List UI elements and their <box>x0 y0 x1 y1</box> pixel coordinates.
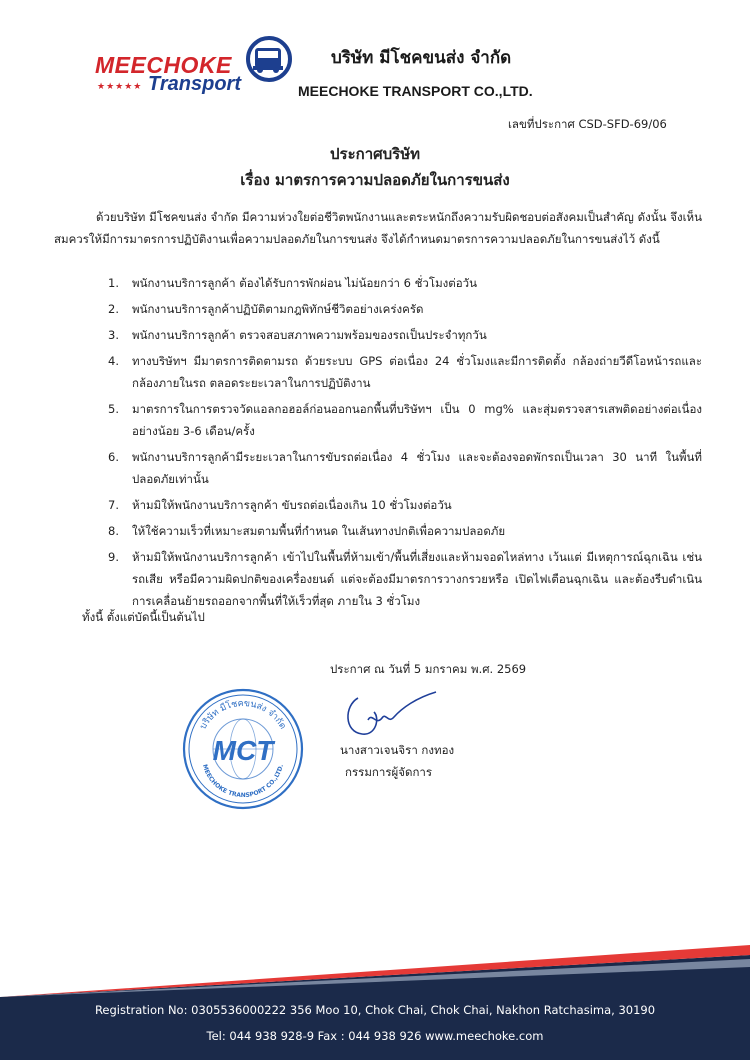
item-number: 4. <box>108 354 119 368</box>
list-item <box>108 446 702 490</box>
item-text: พนักงานบริการลูกค้าปฏิบัติตามกฎพิทักษ์ชีวิตอย่างเคร่งครัด <box>132 302 424 316</box>
item-number: 8. <box>108 524 119 538</box>
logo-subtitle: Transport <box>148 73 241 95</box>
intro-paragraph: ด้วยบริษัท มีโชคขนส่ง จำกัด มีความห่วงใยต่อชีวิตพนักงานและตระหนักถึงความรับผิดชอบต่อสังคมเป็นสำคัญ ดังนั้น จึงเห็นสมควรให้มีการมาตรการปฏิบัติงานเพื่อความปลอดภัยในการขนส่ง จึงได้กำหนดมาตรการความปลอดภัยในการขนส่งไว้ ดังนี้ <box>54 210 702 246</box>
company-name-english: MEECHOKE TRANSPORT CO.,LTD. <box>298 83 533 99</box>
document-number: เลขที่ประกาศ CSD-SFD-69/06 <box>508 117 667 131</box>
item-number: 1. <box>108 276 119 290</box>
signer-name: นางสาวเจนจิรา กงทอง <box>340 743 455 757</box>
truck-logo-icon <box>243 36 295 82</box>
item-text: พนักงานบริการลูกค้า ต้องได้รับการพักผ่อน ไม่น้อยกว่า 6 ชั่วโมงต่อวัน <box>132 276 477 290</box>
list-item <box>108 494 702 516</box>
footer-registration: Registration No: 0305536000222 356 Moo 10, Chok Chai, Chok Chai, Nakhon Ratchasima, 30190 <box>94 1003 656 1017</box>
item-text: ห้ามมิให้พนักงานบริการลูกค้า เข้าไปในพื้นที่ห้ามเข้า/พื้นที่เสี่ยงและห้ามจอดไหล่ทาง เว้นแต่ มีเหตุการณ์ฉุกเฉิน เช่น รถเสีย หรือมีความผิดปกติของเครื่องยนต์ แต่จะต้องมีมาตรการวางกรวยหรือ เปิดไฟเตือนฉุกเฉิน และต้องรีบดำเนินการเคลื่อนย้ายรถออกจากพื้นที่ให้เร็วที่สุด ภายใน 3 ชั่วโมง <box>132 550 702 608</box>
list-item <box>108 272 702 294</box>
list-item <box>108 324 702 346</box>
signer-title: กรรมการผู้จัดการ <box>345 765 433 779</box>
stamp-top-text: บริษัท มีโชคขนส่ง จำกัด <box>198 698 288 732</box>
item-number: 9. <box>108 550 119 564</box>
closing-statement: ทั้งนี้ ตั้งแต่บัดนี้เป็นต้นไป <box>82 610 205 624</box>
item-text: มาตรการในการตรวจวัดแอลกอฮอล์ก่อนออกนอกพื้นที่บริษัทฯ เป็น 0 mg% และสุ่มตรวจสารเสพติดอย่างต่อเนื่องอย่างน้อย 3-6 เดือน/ครั้ง <box>132 402 702 438</box>
item-text: ทางบริษัทฯ มีมาตรการติดตามรถ ด้วยระบบ GPS ต่อเนื่อง 24 ชั่วโมงและมีการติดตั้ง กล้องถ่ายวีดีโอหน้ารถและกล้องภายในรถ ตลอดระยะเวลาในการปฏิบัติงาน <box>132 354 702 390</box>
logo-wordmark: MEECHOKE <box>95 52 232 78</box>
signature <box>336 684 446 744</box>
list-item <box>108 520 702 542</box>
document-title: ประกาศบริษัท <box>329 145 420 163</box>
list-item <box>108 350 702 394</box>
item-number: 2. <box>108 302 119 316</box>
logo-stars: ★★★★★ <box>97 82 143 92</box>
list-item <box>108 546 702 612</box>
stamp-bottom-text: MEECHOKE TRANSPORT CO.,LTD. <box>200 763 285 800</box>
document-subject: เรื่อง มาตรการความปลอดภัยในการขนส่ง <box>240 171 510 189</box>
item-text: ให้ใช้ความเร็วที่เหมาะสมตามพื้นที่กำหนด ในเส้นทางปกติเพื่อความปลอดภัย <box>132 524 506 538</box>
company-name-thai: บริษัท มีโชคขนส่ง จำกัด <box>331 48 512 68</box>
item-text: พนักงานบริการลูกค้ามีระยะเวลาในการขับรถต่อเนื่อง 4 ชั่วโมง และจะต้องจอดพักรถเป็นเวลา 30 นาที ในพื้นที่ปลอดภัยเท่านั้น <box>132 450 702 486</box>
company-stamp <box>180 686 306 812</box>
footer-contact: Tel: 044 938 928-9 Fax : 044 938 926 www.meechoke.com <box>206 1029 544 1043</box>
item-number: 7. <box>108 498 119 512</box>
measures-list <box>108 272 702 616</box>
item-text: พนักงานบริการลูกค้า ตรวจสอบสภาพความพร้อมของรถเป็นประจำทุกวัน <box>132 328 487 342</box>
item-number: 6. <box>108 450 119 464</box>
announcement-date: ประกาศ ณ วันที่ 5 มกราคม พ.ศ. 2569 <box>330 662 527 676</box>
list-item <box>108 298 702 320</box>
item-number: 5. <box>108 402 119 416</box>
item-text: ห้ามมิให้พนักงานบริการลูกค้า ขับรถต่อเนื่องเกิน 10 ชั่วโมงต่อวัน <box>132 498 452 512</box>
list-item <box>108 398 702 442</box>
stamp-center-text: MCT <box>212 735 274 766</box>
svg-text:บริษัท มีโชคขนส่ง จำกัด <box>198 699 287 731</box>
item-number: 3. <box>108 328 119 342</box>
